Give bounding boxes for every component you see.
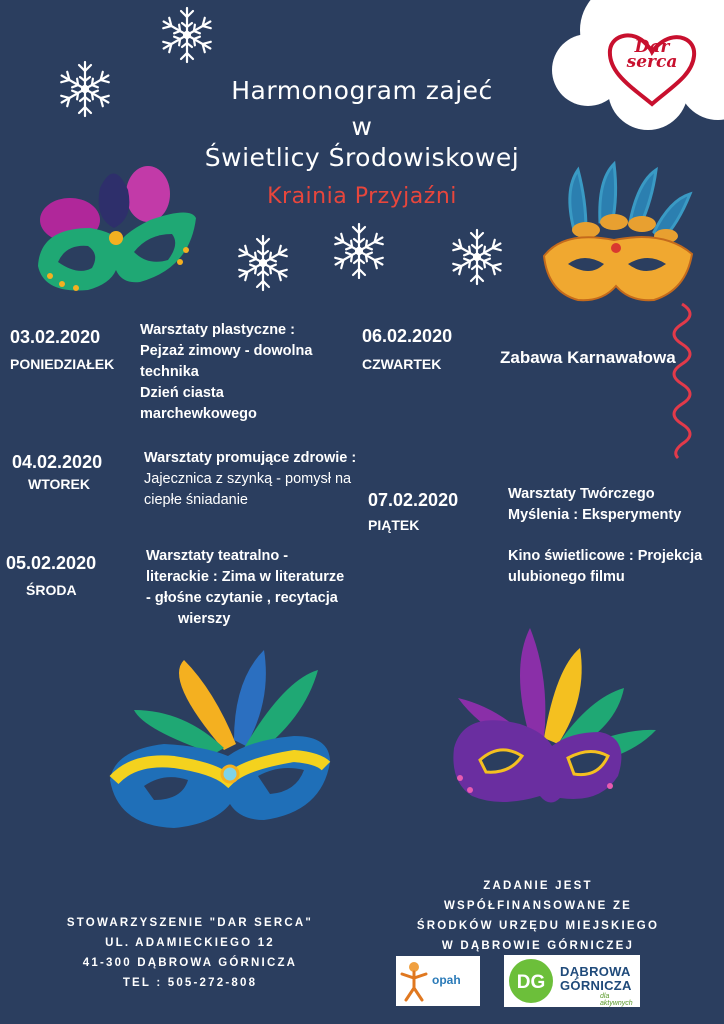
activity-line: ciepłe śniadanie — [144, 492, 248, 508]
schedule-activity — [508, 484, 702, 588]
schedule-activity — [144, 448, 356, 511]
snowflake-icon — [446, 226, 508, 288]
page-title-line1: Harmonogram zajeć — [231, 76, 493, 105]
activity-line: Kino świetlicowe : Projekcja — [508, 548, 703, 564]
footer-line: UL. ADAMIECKIEGO 12 — [105, 937, 275, 949]
schedule-activity — [146, 546, 344, 630]
schedule-date: 05.02.2020 — [6, 553, 97, 573]
logo-line2: serca — [626, 52, 678, 72]
snowflake-icon — [156, 4, 218, 66]
dg-name-line1: DĄBROWA — [560, 964, 631, 979]
footer-address — [40, 913, 340, 993]
dg-badge-icon — [508, 958, 554, 1004]
schedule-day: PONIEDZIAŁEK — [10, 356, 115, 372]
schedule-activity: Zabawa Karnawałowa — [500, 348, 676, 367]
mask-icon — [30, 158, 200, 308]
schedule-day: PIĄTEK — [368, 517, 420, 533]
figure-icon — [400, 960, 428, 1002]
schedule-day: CZWARTEK — [362, 356, 442, 372]
footer-funding — [386, 876, 690, 956]
schedule-date: 03.02.2020 — [10, 327, 101, 347]
schedule-date: 04.02.2020 — [12, 452, 103, 472]
logo-line1: Dar — [634, 37, 670, 57]
schedule-date: 07.02.2020 — [368, 490, 459, 510]
page-title-line2: w — [351, 112, 373, 141]
activity-line: Warsztaty teatralno - — [146, 548, 289, 564]
footer-line: TEL : 505-272-808 — [122, 977, 258, 989]
activity-line: literackie : Zima w literaturze — [146, 569, 345, 585]
activity-line: wierszy — [178, 611, 231, 627]
activity-line: Pejzaż zimowy - dowolna — [140, 343, 313, 359]
snowflake-icon — [232, 232, 294, 294]
dg-tagline: dla aktywnych — [600, 993, 633, 1007]
activity-line: marchewkowego — [140, 406, 257, 422]
activity-line: Dzień ciasta — [140, 385, 224, 401]
mask-icon — [104, 640, 334, 840]
activity-line: - głośne czytanie , recytacja — [146, 590, 338, 606]
snowflake-icon — [328, 220, 390, 282]
activity-line: Jajecznica z szynką - pomysł na — [144, 471, 352, 487]
dar-serca-logo — [612, 37, 692, 72]
footer-line: WSPÓŁFINANSOWANE ZE — [443, 900, 633, 912]
activity-line: Warsztaty Twórczego — [508, 486, 655, 502]
footer-line: 41-300 DĄBROWA GÓRNICZA — [82, 957, 298, 969]
page-subtitle: Krainia Przyjaźni — [267, 184, 457, 209]
page-title-line3: Świetlicy Środowiskowej — [204, 143, 520, 172]
opah-logo — [396, 956, 480, 1006]
opah-text: opah — [432, 973, 461, 987]
activity-line: ulubionego filmu — [508, 569, 625, 585]
footer-line: ZADANIE JEST — [483, 880, 593, 892]
activity-line: Myślenia : Eksperymenty — [508, 507, 682, 523]
dg-monogram: DG — [516, 972, 546, 993]
activity-line: technika — [140, 364, 199, 380]
footer-line: STOWARZYSZENIE "DAR SERCA" — [66, 917, 314, 929]
footer-line: W DĄBROWIE GÓRNICZEJ — [441, 940, 635, 952]
dabrowa-gornicza-logo — [504, 955, 640, 1007]
activity-line: Warsztaty promujące zdrowie : — [144, 450, 357, 466]
serpentine-ribbon — [662, 300, 702, 460]
mask-icon — [534, 160, 700, 320]
activity-line: Warsztaty plastyczne : — [140, 322, 295, 338]
schedule-day: WTOREK — [28, 476, 90, 492]
footer-line: ŚRODKÓW URZĘDU MIEJSKIEGO — [416, 920, 660, 932]
dg-name-line2: GÓRNICZA — [560, 978, 632, 993]
mask-icon — [440, 628, 670, 828]
schedule-activity — [140, 320, 312, 425]
schedule-date: 06.02.2020 — [362, 326, 453, 346]
snowflake-icon — [54, 58, 116, 120]
schedule-day: ŚRODA — [26, 582, 77, 598]
